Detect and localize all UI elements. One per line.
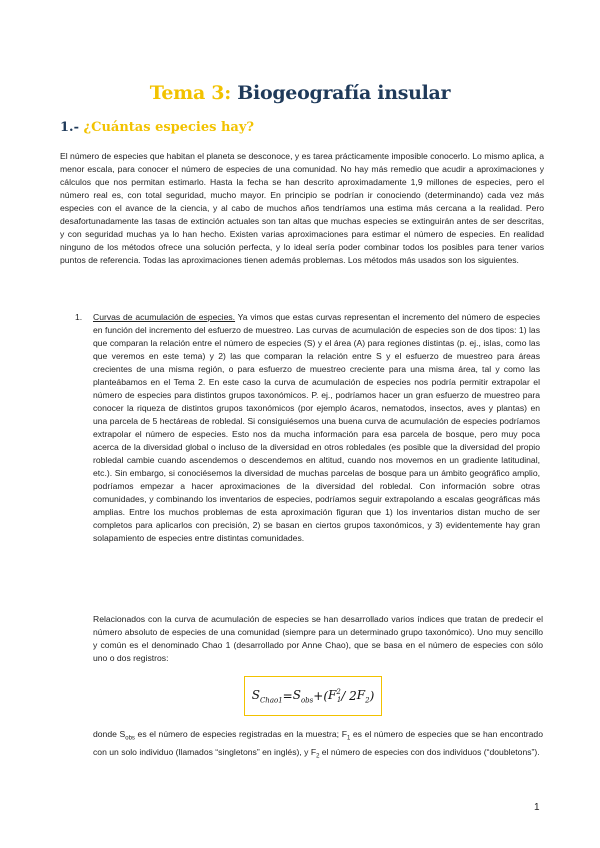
title-text: Biogeografía insular [237,82,451,104]
page-number: 1 [534,802,540,813]
intro-paragraph: El número de especies que habitan el planeta se desconoce, y es tarea prácticamente imposible conocerlo. Lo mismo aplica, a menor escala, para conocer el número de especies de una comunidad. No hay más remedio que acudir a aproximaciones y cálculos que nos permitan estimarlo. Hasta la fecha se han descrito aproximadamente 1,9 millones de especies, pero el número real es, con total seguridad, mucho mayor. En principio se podrían ir conociendo (determinando) cada vez más especies con el avance de la ciencia, y al cabo de muchos años tendríamos una estima más cercana a la realidad. Pero desafortunadamente las tasas de extinción actuales son tan altas que muchas especies se extinguirán antes de ser descritas, y con seguridad muchas ya lo han hecho. Existen varias aproximaciones para estimar el número de especies. En realidad ninguno de los métodos ofrece una solución perfecta, y lo ideal sería poder combinar todos los posibles para tener varios puntos de referencia. Todas las aproximaciones tienen además problemas. Los métodos más usados son los siguientes. [60,151,544,265]
page-title [0,82,600,104]
formula-lhs: $S_{Chao1}$ [251,687,283,705]
section-title: ¿Cuántas especies hay? [83,120,255,135]
list-marker: 1. [75,312,83,322]
title-number: Tema 3: [149,82,231,104]
formula-sobs: $S_{obs}$ [292,687,314,705]
definitions-paragraph: donde $S_{obs}$ es el número de especies registradas en la muestra; $F_1$ es el número de especies que se han encontrado con un solo individuo (llamados “singletons” en inglés), y $F_2$ el número de especies con dos individuos (“doubletons”). [93,729,543,760]
section-heading [60,120,254,135]
list-item-lead: Curvas de acumulación de especies. [93,312,236,322]
chao-paragraph: Relacionados con la curva de acumulación de especies se han desarrollado varios índices que tratan de predecir el número absoluto de especies de una comunidad (siempre para un determinado grupo taxonómico). Uno muy sencillo y común es el denominado Chao 1 (desarrollado por Anne Chao), que se basa en el número de especies con sólo uno o dos registros: [93,614,543,663]
section-number: 1.- [60,120,79,135]
list-item-text: Ya vimos que estas curvas representan el incremento del número de especies en función del incremento del esfuerzo de muestreo. Las curvas de acumulación de especies son de dos tipos: 1) las que comparan la relación entre el número de especies (S) y el área (A) para regiones distintas (p. ej., islas, como las que veremos en este tema) y 2) las que comparan la relación entre S y el esfuerzo de muestreo para áreas crecientes de una misma región, o para esfuerzo de muestreo creciente para una misma área, tal y como las planteábamos en el Tema 2. En este caso la curva de acumulación de especies nos podría permitir extrapolar el número de especies para distintos grupos taxonómicos. P. ej., podríamos hacer un gran esfuerzo de muestreo para conocer la riqueza de distintos grupos taxonómicos (por ejemplo ácaros, nematodos, insectos, aves y plantas) en una parcela de 5 hectáreas de robledal. Si consiguiésemos una buena curva de acumulación de especies podríamos extrapolar el número de especies. Esto nos da mucha información para esa parcela de bosque, pero muy poca acerca de la diversidad global o incluso de la diversidad en otros robledales (es posible que la diversidad del propio robledal cambie cuando ascendemos o descendemos en altitud, cuando nos movemos en un gradiente latitudinal, etc.). Sin embargo, si conociésemos la diversidad de muchas parcelas de bosque para un ámbito geográfico amplio, podríamos empezar a hacer aproximaciones de la diversidad del robledal. Con información sobre otras comunidades, y combinando los inventarios de especies, podríamos seguir extrapolando a escalas geográficas más amplias. Entre los muchos problemas de esta aproximación figuran que 1) los inventarios distan mucho de ser completos para aplicarlos con precisión, 2) se basan en ciertos grupos taxonómicos, y 3) evidentemente hay gran solapamiento de especies entre distintas comunidades. [93,312,540,543]
list-item [93,311,540,545]
numbered-list [75,311,540,545]
formula-f1: $F^2_1$ [328,687,342,705]
chao1-formula: $S_{Chao1}$ = $S_{obs}$ + ( $F^2_1$ / 2 $F_2$ ) [244,676,382,716]
formula-f2: $F_2$ [356,687,370,705]
